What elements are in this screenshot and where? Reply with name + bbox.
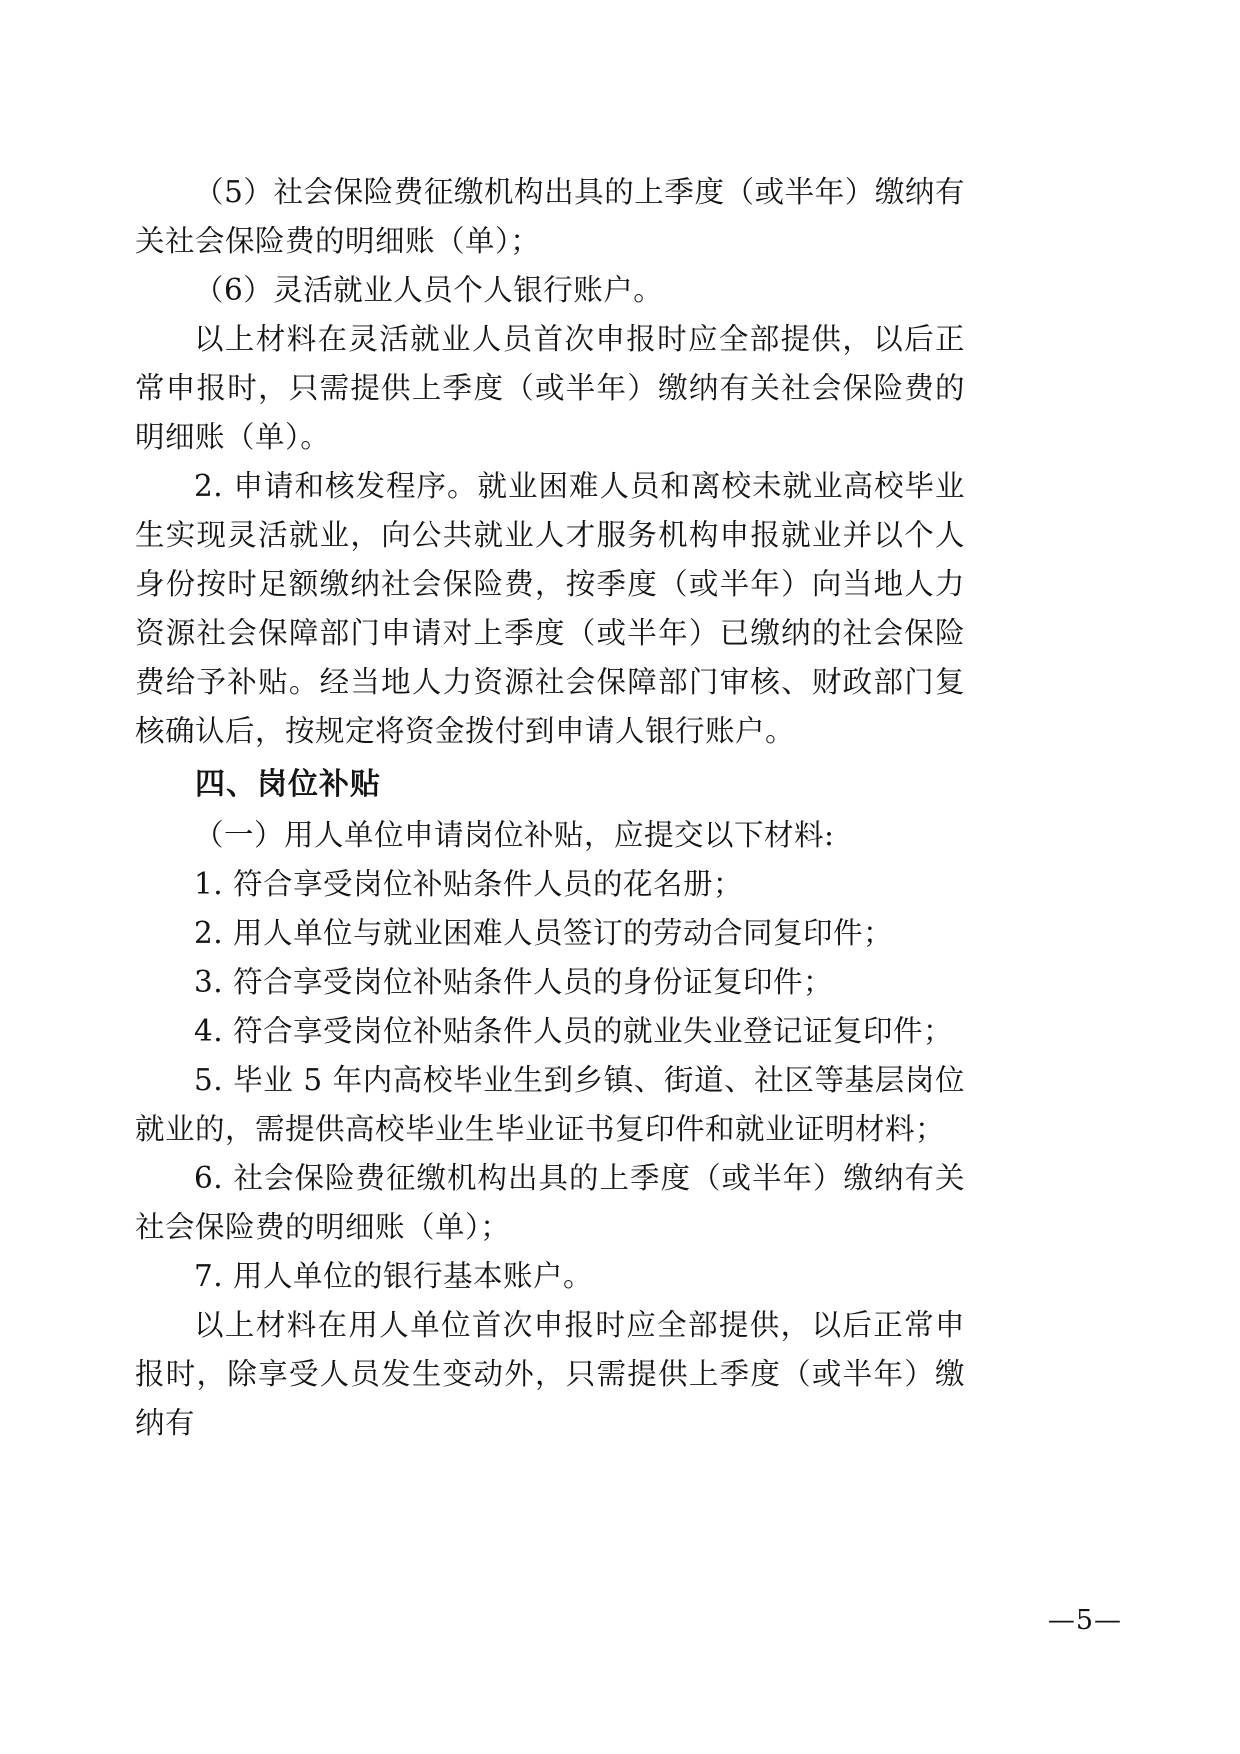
list-item-2: 2. 用人单位与就业困难人员签订的劳动合同复印件； (194, 916, 894, 950)
paragraph-subsection-one: （一）用人单位申请岗位补贴，应提交以下材料: (194, 818, 835, 852)
list-item-1: 1. 符合享受岗位补贴条件人员的花名册； (194, 867, 744, 901)
list-item-3: 3. 符合享受岗位补贴条件人员的身份证复印件； (194, 965, 834, 999)
list-item-4: 4. 符合享受岗位补贴条件人员的就业失业登记证复印件； (194, 1014, 954, 1048)
paragraph-note-employer: 以上材料在用人单位首次申报时应全部提供，以后正常申报时，除享受人员发生变动外，只需提供上季度（或半年）缴纳有 (135, 1308, 965, 1440)
paragraph-material-5: （5）社会保险费征缴机构出具的上季度（或半年）缴纳有关社会保险费的明细账（单）； (135, 175, 965, 258)
list-item-7: 7. 用人单位的银行基本账户。 (194, 1259, 594, 1293)
section-heading-post-subsidy: 四、岗位补贴 (195, 767, 381, 802)
document-body (135, 168, 965, 1448)
paragraph-note-flexible-employment: 以上材料在灵活就业人员首次申报时应全部提供，以后正常申报时，只需提供上季度（或半年）缴纳有关社会保险费的明细账（单）。 (135, 322, 965, 454)
paragraph-material-6: （6）灵活就业人员个人银行账户。 (194, 273, 664, 307)
paragraph-application-procedure: 2. 申请和核发程序。就业困难人员和离校未就业高校毕业生实现灵活就业，向公共就业人才服务机构申报就业并以个人身份按时足额缴纳社会保险费，按季度（或半年）向当地人力资源社会保障部门申请对上季度（或半年）已缴纳的社会保险费给予补贴。经当地人力资源社会保障部门审核、财政部门复核确认后，按规定将资金拨付到申请人银行账户。 (135, 469, 965, 748)
page-number: —5— (1047, 1605, 1122, 1636)
list-item-6: 6. 社会保险费征缴机构出具的上季度（或半年）缴纳有关社会保险费的明细账（单）； (135, 1161, 965, 1244)
list-item-5: 5. 毕业 5 年内高校毕业生到乡镇、街道、社区等基层岗位就业的，需提供高校毕业生毕业证书复印件和就业证明材料； (135, 1063, 965, 1146)
